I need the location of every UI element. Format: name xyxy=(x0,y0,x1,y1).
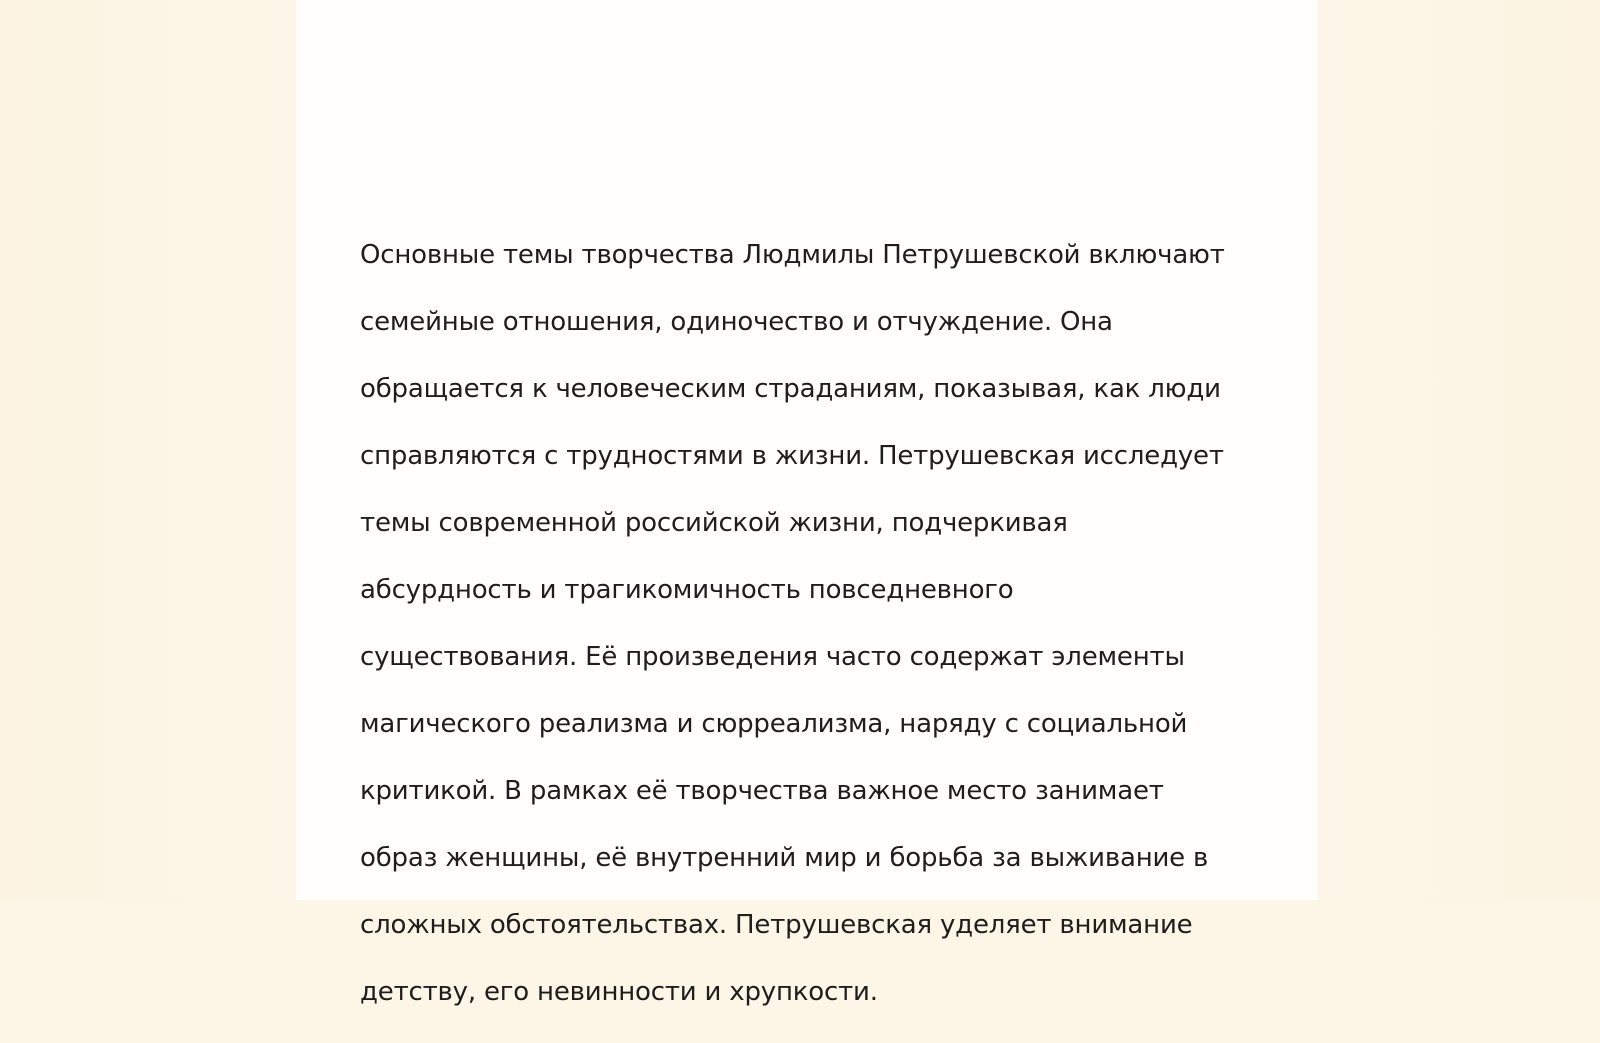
body-line: магического реализма и сюрреализма, наряду с социальной xyxy=(360,708,1188,739)
body-line: детству, его невинности и хрупкости. xyxy=(360,976,878,1007)
body-line: обращается к человеческим страданиям, показывая, как люди xyxy=(360,373,1221,404)
body-line: Основные темы творчества Людмилы Петрушевской включают xyxy=(360,239,1225,270)
body-line: сложных обстоятельствах. Петрушевская уделяет внимание xyxy=(360,909,1193,940)
body-line: существования. Её произведения часто содержат элементы xyxy=(360,641,1185,672)
body-line: критикой. В рамках её творчества важное место занимает xyxy=(360,775,1164,806)
left-margin-panel xyxy=(0,0,296,900)
body-line: образ женщины, её внутренний мир и борьба за выживание в xyxy=(360,842,1209,873)
body-line: семейные отношения, одиночество и отчуждение. Она xyxy=(360,306,1113,337)
body-line: абсурдность и трагикомичность повседневного xyxy=(360,574,1014,605)
right-margin-panel xyxy=(1318,0,1600,900)
body-line: справляются с трудностями в жизни. Петрушевская исследует xyxy=(360,440,1224,471)
body-line: темы современной российской жизни, подчеркивая xyxy=(360,507,1068,538)
body-paragraph xyxy=(360,205,1260,1043)
